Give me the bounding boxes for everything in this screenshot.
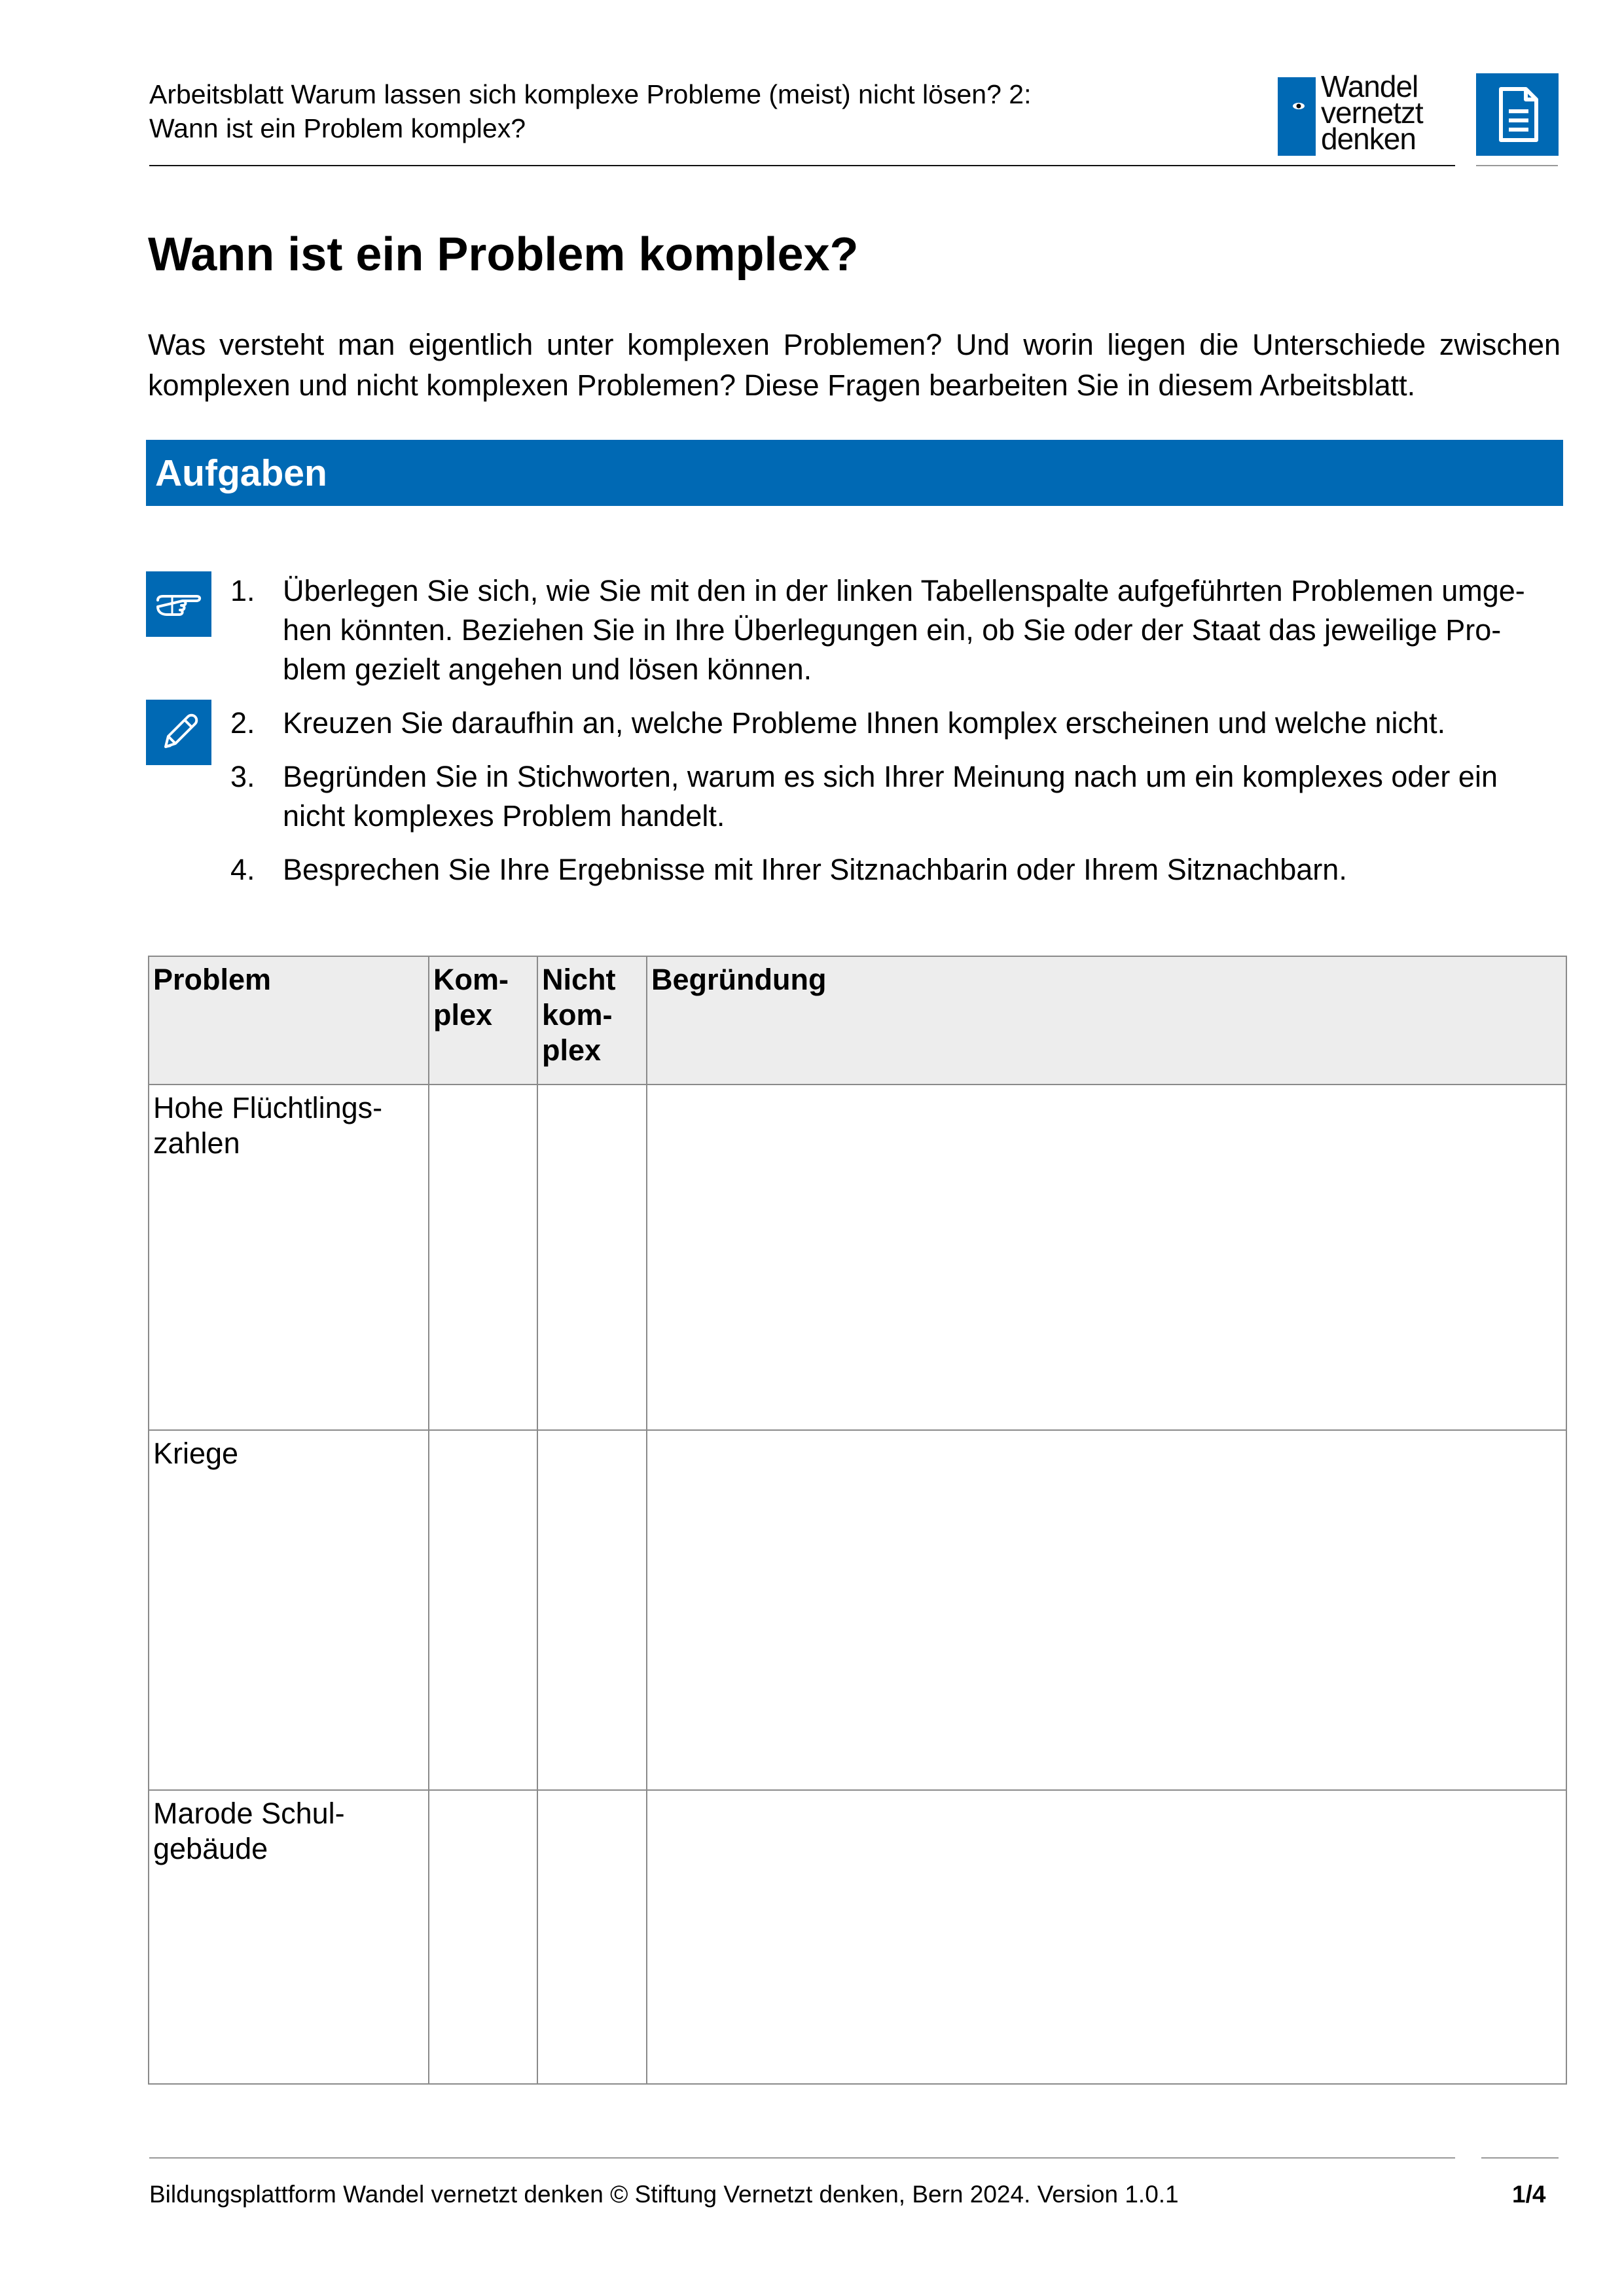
logo-wordmark: Wandel vernetzt denken [1321,69,1423,156]
komplex-checkbox-cell[interactable] [429,1430,537,1790]
komplex-checkbox-cell[interactable] [429,1790,537,2084]
header-divider [149,165,1455,166]
komplex-checkbox-cell[interactable] [429,1085,537,1430]
header-title-line-1: Arbeitsblatt Warum lassen sich komplexe Probleme (meist) nicht lösen? 2: [149,79,1032,109]
logo-profile-bar [1278,77,1316,156]
table-header-row [149,956,1566,1085]
wandel-vernetzt-denken-logo [1278,69,1461,156]
column-header-begruendung: Begründung [647,956,1566,1085]
section-heading-banner [146,440,1563,506]
column-header-komplex: Kom- plex [429,956,537,1085]
begruendung-input-cell[interactable] [647,1085,1566,1430]
nicht-komplex-checkbox-cell[interactable] [537,1430,647,1790]
begruendung-input-cell[interactable] [647,1430,1566,1790]
footer-divider-right [1481,2157,1559,2159]
begruendung-input-cell[interactable] [647,1790,1566,2084]
task-number: 4. [230,853,255,886]
task-text: Kreuzen Sie daraufhin an, welche Probleme Ihnen komplex erscheinen und welche nicht. [283,706,1446,740]
table-row [149,1085,1566,1430]
nicht-komplex-checkbox-cell[interactable] [537,1790,647,2084]
logo-eye-icon [1292,102,1305,110]
table-row [149,1790,1566,2084]
problem-cell: Marode Schul- gebäude [149,1790,429,2084]
pointing-hand-icon [146,571,211,637]
problem-cell: Hohe Flüchtlings- zahlen [149,1085,429,1430]
task-text: Überlegen Sie sich, wie Sie mit den in der linken Tabellenspalte aufgeführten Problemen umge- hen könnten. Beziehen Sie in Ihre Überlegungen ein, ob Sie oder der Staat das jeweilige Pro- blem gezielt angehen und lösen können. [283,574,1525,686]
column-header-nicht-komplex: Nicht kom- plex [537,956,647,1085]
page-title: Wann ist ein Problem komplex? [148,228,859,281]
task-number: 3. [230,760,255,793]
nicht-komplex-checkbox-cell[interactable] [537,1085,647,1430]
footer-divider [149,2157,1455,2159]
task-item [230,757,1546,836]
problem-cell: Kriege [149,1430,429,1790]
footer-copyright: Bildungsplattform Wandel vernetzt denken © Stiftung Vernetzt denken, Bern 2024. Version 1.0.1 [149,2181,1179,2208]
intro-paragraph: Was versteht man eigentlich unter komplexen Problemen? Und worin liegen die Unterschiede zwischen komplexen und nicht komplexen Problemen? Diese Fragen bearbeiten Sie in diesem Arbeitsblatt. [148,328,1561,402]
task-number: 2. [230,706,255,740]
task-text: Begründen Sie in Stichworten, warum es sich Ihrer Meinung nach um ein komplexes oder ein nicht komplexes Problem handelt. [283,760,1498,833]
page-number: 1/4 [1512,2181,1546,2208]
task-text: Besprechen Sie Ihre Ergebnisse mit Ihrer Sitznachbarin oder Ihrem Sitznachbarn. [283,853,1347,886]
worksheet-document-icon [1476,73,1559,156]
section-heading: Aufgaben [155,452,327,494]
header-divider-right [1476,165,1558,166]
header-title-line-2: Wann ist ein Problem komplex? [149,113,526,143]
task-item [230,704,1546,743]
problem-assessment-table [148,956,1567,2085]
pencil-icon [146,700,211,765]
task-number: 1. [230,574,255,607]
task-item [230,850,1546,889]
task-item [230,571,1546,689]
table-row [149,1430,1566,1790]
document-header-title [149,77,1223,145]
column-header-problem: Problem [149,956,429,1085]
